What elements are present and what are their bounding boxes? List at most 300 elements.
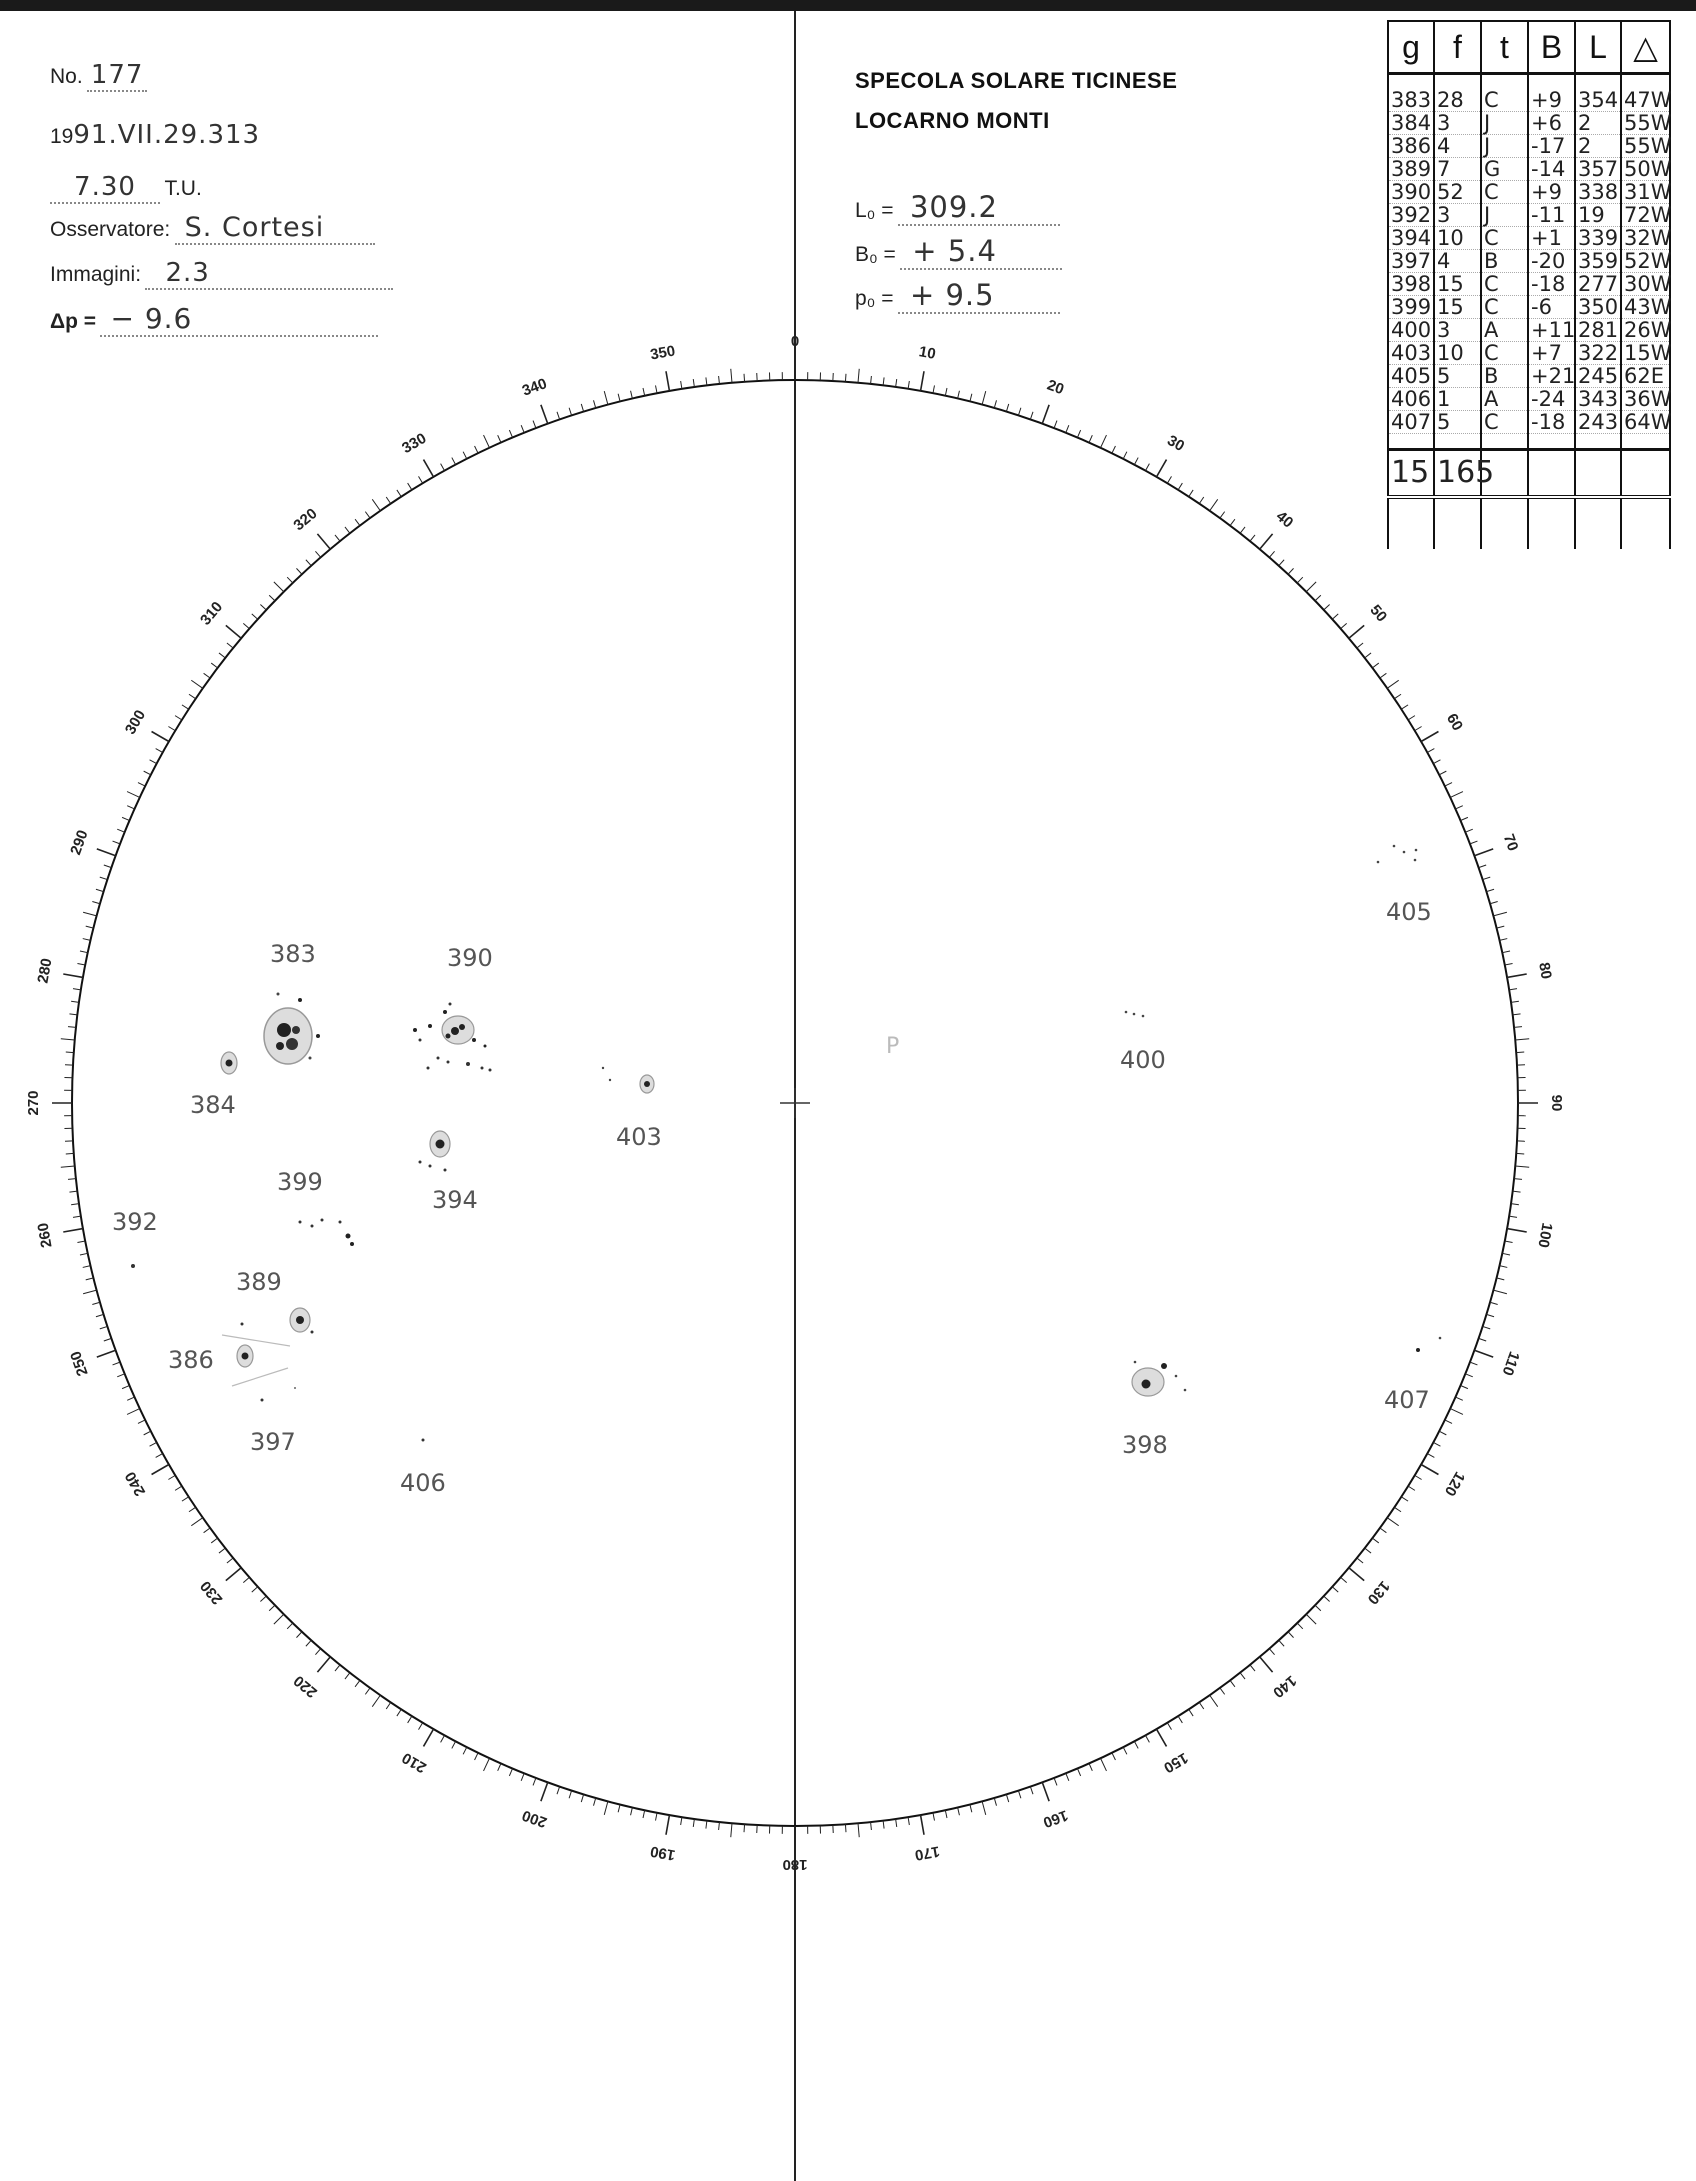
- degree-tick: [1167, 476, 1171, 483]
- degree-tick: [269, 1605, 275, 1611]
- degree-tick: [1380, 673, 1386, 678]
- degree-tick: [365, 1688, 370, 1694]
- table-cell: -6: [1528, 296, 1575, 319]
- table-cell: 26W: [1621, 319, 1670, 342]
- degree-tick: [189, 1507, 196, 1511]
- table-cell: 15: [1434, 273, 1481, 296]
- degree-tick: [113, 1362, 120, 1365]
- degree-tick: [1427, 1454, 1434, 1458]
- degree-tick: [731, 1823, 732, 1837]
- table-cell: 354: [1575, 89, 1621, 112]
- degree-tick: [1479, 1338, 1487, 1341]
- degree-tick: [227, 1558, 233, 1563]
- degree-tick: [1112, 446, 1116, 453]
- degree-tick: [252, 614, 258, 619]
- degree-tick: [1515, 1039, 1529, 1040]
- table-cell: 1: [1434, 388, 1481, 411]
- degree-tick: [1030, 1787, 1033, 1795]
- degree-tick: [631, 391, 633, 399]
- degree-tick: [643, 388, 645, 396]
- degree-tick: [424, 460, 434, 477]
- degree-tick: [631, 1807, 633, 1815]
- b0-value: + 5.4: [900, 234, 1062, 270]
- degree-tick: [269, 595, 275, 601]
- observatory-location: LOCARNO MONTI: [855, 108, 1050, 133]
- degree-tick: [933, 1813, 935, 1821]
- degree-tick: [541, 405, 548, 424]
- degree-tick: [921, 371, 924, 391]
- degree-tick: [1123, 452, 1127, 459]
- table-cell: 4: [1434, 250, 1481, 273]
- degree-tick: [73, 1216, 81, 1217]
- degree-tick: [1101, 1758, 1107, 1771]
- p0-value: + 9.5: [898, 278, 1060, 314]
- degree-tick: [122, 817, 129, 820]
- group-390: [413, 944, 493, 1072]
- table-cell: C: [1481, 181, 1528, 204]
- table-cell: 359: [1575, 250, 1621, 273]
- header-f: f: [1434, 21, 1481, 74]
- degree-tick: [1269, 551, 1274, 557]
- degree-tick: [693, 1819, 694, 1827]
- degree-tick: [83, 1290, 97, 1294]
- degree-tick: [533, 421, 536, 428]
- degree-tick: [1513, 1191, 1521, 1192]
- degree-tick: [498, 435, 501, 442]
- degree-tick: [1006, 404, 1008, 412]
- degree-tick: [1515, 1166, 1529, 1167]
- degree-tick: [1297, 1623, 1303, 1629]
- degree-tick: [1445, 783, 1452, 787]
- degree-tick: [509, 1769, 512, 1776]
- degree-tick: [127, 1409, 140, 1415]
- degree-tick: [1461, 1385, 1468, 1388]
- degree-tick: [693, 379, 694, 387]
- group-394-label: 394: [432, 1186, 478, 1214]
- group-397-label: 397: [250, 1428, 296, 1456]
- degree-tick: [1210, 499, 1218, 510]
- degree-tick: [1279, 1640, 1284, 1646]
- degree-label: 270: [24, 1090, 42, 1116]
- degree-tick: [970, 394, 972, 402]
- table-cell: 3: [1434, 204, 1481, 227]
- group-383: [264, 940, 320, 1064]
- degree-tick: [315, 551, 320, 557]
- table-cell: 2: [1575, 112, 1621, 135]
- degree-tick: [138, 783, 145, 787]
- table-cell: 55W: [1621, 112, 1670, 135]
- table-cell: 405: [1388, 365, 1434, 388]
- observatory-name: SPECOLA SOLARE TICINESE: [855, 68, 1178, 93]
- degree-tick: [945, 1810, 947, 1818]
- degree-tick: [475, 446, 479, 453]
- degree-tick: [1220, 512, 1225, 518]
- degree-tick: [1189, 490, 1193, 497]
- group-405: [1377, 845, 1432, 926]
- group-399: [277, 1168, 354, 1246]
- table-cell: 50W: [1621, 158, 1670, 181]
- degree-tick: [569, 1791, 571, 1799]
- degree-tick: [845, 374, 846, 382]
- degree-tick: [1199, 1702, 1203, 1709]
- degree-tick: [68, 1027, 76, 1028]
- degree-tick: [69, 1014, 77, 1015]
- degree-tick: [182, 705, 189, 709]
- table-cell: 10: [1434, 342, 1481, 365]
- table-cell: 62E: [1621, 365, 1670, 388]
- degree-tick: [97, 1350, 116, 1357]
- degree-tick: [1349, 625, 1364, 638]
- degree-tick: [252, 1587, 258, 1592]
- degree-tick: [1372, 663, 1378, 668]
- degree-tick: [921, 1815, 924, 1835]
- degree-tick: [355, 1680, 360, 1686]
- table-cell: 386: [1388, 135, 1434, 158]
- degree-tick: [441, 1735, 445, 1742]
- degree-tick: [1465, 829, 1472, 832]
- group-389-label: 389: [236, 1268, 282, 1296]
- degree-label: 240: [121, 1468, 150, 1499]
- p0-label: p₀ =: [855, 287, 894, 310]
- degree-tick: [1502, 1253, 1510, 1255]
- header-t: t: [1481, 21, 1528, 74]
- degree-tick: [71, 1204, 79, 1205]
- degree-tick: [1042, 1782, 1049, 1801]
- degree-tick: [204, 1528, 210, 1533]
- degree-tick: [1341, 623, 1347, 628]
- degree-tick: [1401, 705, 1408, 709]
- degree-tick: [1288, 568, 1293, 574]
- table-cell: +21: [1528, 365, 1575, 388]
- degree-label: 310: [197, 598, 227, 629]
- degree-tick: [1474, 1350, 1493, 1357]
- degree-tick: [970, 1805, 972, 1813]
- degree-tick: [1250, 535, 1255, 541]
- degree-tick: [1101, 435, 1107, 448]
- degree-label: 150: [1160, 1748, 1191, 1777]
- degree-tick: [144, 1431, 151, 1435]
- table-cell: 392: [1388, 204, 1434, 227]
- number-label: No.: [50, 65, 83, 88]
- degree-tick: [1146, 1735, 1150, 1742]
- observer-value: S. Cortesi: [175, 212, 375, 245]
- degree-tick: [604, 1801, 608, 1815]
- degree-tick: [1030, 412, 1033, 420]
- degree-tick: [365, 512, 370, 518]
- degree-tick: [117, 829, 124, 832]
- table-cell: 383: [1388, 89, 1434, 112]
- degree-tick: [100, 877, 108, 879]
- degree-label: 60: [1442, 710, 1467, 734]
- degree-tick: [219, 653, 225, 658]
- degree-tick: [484, 1758, 490, 1771]
- table-cell: 64W: [1621, 411, 1670, 434]
- degree-tick: [1357, 1558, 1363, 1563]
- degree-tick: [1372, 1538, 1378, 1543]
- degree-label: 350: [648, 342, 677, 364]
- degree-tick: [871, 1822, 872, 1830]
- degree-tick: [509, 430, 512, 437]
- degree-tick: [419, 476, 423, 483]
- degree-tick: [1511, 1001, 1519, 1002]
- group-397: [250, 1387, 296, 1456]
- table-cell: 30W: [1621, 273, 1670, 296]
- degree-tick: [150, 760, 157, 764]
- degree-tick: [419, 1723, 423, 1730]
- group-392-label: 392: [112, 1208, 158, 1236]
- table-cell: 47W: [1621, 89, 1670, 112]
- degree-tick: [1490, 1302, 1498, 1304]
- degree-tick: [994, 1798, 996, 1806]
- degree-tick: [175, 1486, 182, 1490]
- degree-tick: [1324, 604, 1330, 609]
- degree-tick: [397, 490, 401, 497]
- table-cell: 3: [1434, 319, 1481, 342]
- degree-tick: [982, 391, 986, 405]
- degree-label: 130: [1363, 1577, 1393, 1608]
- degree-tick: [1509, 1216, 1517, 1217]
- table-cell: 245: [1575, 365, 1621, 388]
- degree-tick: [1387, 1518, 1398, 1526]
- degree-tick: [397, 1709, 401, 1716]
- degree-tick: [1490, 902, 1498, 904]
- table-cell: 350: [1575, 296, 1621, 319]
- degree-tick: [883, 1821, 884, 1829]
- degree-tick: [1279, 560, 1284, 566]
- degree-label: 320: [290, 505, 321, 535]
- degree-tick: [1509, 989, 1517, 990]
- degree-tick: [1507, 974, 1527, 977]
- table-cell: +9: [1528, 181, 1575, 204]
- degree-tick: [452, 458, 456, 465]
- table-cell: 403: [1388, 342, 1434, 365]
- degree-tick: [226, 625, 241, 638]
- table-cell: 2: [1575, 135, 1621, 158]
- degree-tick: [71, 1001, 79, 1002]
- degree-tick: [61, 1039, 75, 1040]
- group-405-label: 405: [1386, 898, 1432, 926]
- table-cell: 343: [1575, 388, 1621, 411]
- degree-tick: [484, 435, 490, 448]
- degree-tick: [191, 680, 202, 688]
- table-cell: J: [1481, 135, 1528, 158]
- group-400: [1120, 1011, 1166, 1074]
- degree-tick: [681, 1817, 682, 1825]
- total-groups: 15: [1388, 450, 1434, 498]
- degree-tick: [1324, 1596, 1330, 1601]
- degree-tick: [594, 1798, 596, 1806]
- table-cell: 43W: [1621, 296, 1670, 319]
- degree-label: 50: [1366, 601, 1391, 626]
- degree-tick: [83, 939, 91, 941]
- table-cell: 72W: [1621, 204, 1670, 227]
- degree-tick: [1365, 1548, 1371, 1553]
- degree-tick: [845, 1824, 846, 1832]
- degree-tick: [1210, 1695, 1218, 1706]
- degree-tick: [1006, 1794, 1008, 1802]
- degree-tick: [1505, 964, 1513, 966]
- degree-tick: [1134, 458, 1138, 465]
- table-cell: -18: [1528, 273, 1575, 296]
- degree-label: 340: [519, 375, 550, 400]
- degree-tick: [315, 1649, 320, 1655]
- degree-tick: [345, 1673, 350, 1679]
- degree-tick: [1408, 716, 1415, 720]
- table-cell: 339: [1575, 227, 1621, 250]
- degree-label: 160: [1040, 1806, 1071, 1831]
- group-403: [602, 1067, 662, 1151]
- degree-tick: [1493, 912, 1507, 916]
- degree-tick: [1112, 1753, 1116, 1760]
- degree-tick: [73, 989, 81, 990]
- delta-p-value: − 9.6: [100, 302, 378, 337]
- table-cell: 322: [1575, 342, 1621, 365]
- degree-tick: [386, 1702, 390, 1709]
- degree-tick: [1240, 527, 1245, 533]
- degree-tick: [150, 1442, 157, 1446]
- degree-tick: [117, 1374, 124, 1377]
- degree-tick: [604, 391, 608, 405]
- table-cell: J: [1481, 112, 1528, 135]
- degree-tick: [77, 964, 85, 966]
- degree-tick: [719, 1822, 720, 1830]
- time-value: 7.30: [50, 172, 160, 204]
- degree-tick: [569, 408, 571, 416]
- degree-tick: [744, 1824, 745, 1832]
- degree-tick: [296, 1632, 301, 1638]
- header-l: L: [1575, 21, 1621, 74]
- degree-tick: [127, 792, 140, 798]
- degree-tick: [557, 412, 560, 420]
- group-384: [190, 1052, 237, 1119]
- degree-tick: [227, 643, 233, 648]
- table-cell: 19: [1575, 204, 1621, 227]
- degree-tick: [335, 1665, 340, 1671]
- date-value: 91.VII.29.313: [73, 120, 261, 150]
- table-cell: 15: [1434, 296, 1481, 319]
- degree-tick: [1483, 1326, 1491, 1328]
- degree-tick: [1260, 1657, 1273, 1672]
- degree-tick: [1497, 926, 1505, 928]
- degree-tick: [1445, 1420, 1452, 1424]
- table-cell: 3: [1434, 112, 1481, 135]
- degree-tick: [982, 1801, 986, 1815]
- degree-tick: [498, 1763, 501, 1770]
- table-cell: G: [1481, 158, 1528, 181]
- degree-tick: [1507, 1229, 1527, 1232]
- degree-tick: [1306, 1614, 1316, 1624]
- degree-tick: [1349, 1568, 1364, 1581]
- degree-tick: [1421, 732, 1438, 742]
- degree-tick: [63, 974, 83, 977]
- table-cell: 277: [1575, 273, 1621, 296]
- degree-tick: [1042, 405, 1049, 424]
- degree-tick: [521, 1773, 524, 1780]
- degree-tick: [1157, 460, 1167, 477]
- table-cell: 406: [1388, 388, 1434, 411]
- table-cell: C: [1481, 296, 1528, 319]
- table-cell: 7: [1434, 158, 1481, 181]
- degree-tick: [1497, 1278, 1505, 1280]
- degree-tick: [80, 1253, 88, 1255]
- degree-tick: [1516, 1052, 1524, 1053]
- table-cell: 400: [1388, 319, 1434, 342]
- degree-tick: [287, 577, 293, 583]
- degree-tick: [1066, 1773, 1069, 1780]
- degree-tick: [1077, 1769, 1080, 1776]
- degree-tick: [345, 527, 350, 533]
- degree-tick: [1408, 1486, 1415, 1490]
- time-unit: T.U.: [164, 177, 202, 200]
- degree-tick: [168, 727, 175, 731]
- degree-tick: [463, 1747, 467, 1754]
- degree-tick: [656, 385, 658, 393]
- degree-label: 220: [290, 1671, 321, 1701]
- degree-tick: [1167, 1723, 1171, 1730]
- degree-tick: [1486, 889, 1494, 891]
- degree-tick: [92, 902, 100, 904]
- degree-tick: [1189, 1709, 1193, 1716]
- degree-tick: [1357, 643, 1363, 648]
- degree-tick: [1134, 1741, 1138, 1748]
- degree-label: 300: [121, 707, 150, 738]
- degree-tick: [666, 1815, 669, 1835]
- degree-tick: [1450, 1409, 1463, 1415]
- degree-label: 10: [917, 343, 937, 363]
- degree-tick: [408, 1716, 412, 1723]
- table-cell: -18: [1528, 411, 1575, 434]
- degree-tick: [1502, 951, 1510, 953]
- degree-label: 80: [1535, 961, 1555, 981]
- degree-tick: [243, 1577, 249, 1582]
- l0-label: L₀ =: [855, 199, 894, 222]
- degree-tick: [127, 1397, 134, 1400]
- degree-tick: [1178, 483, 1182, 490]
- b0-label: B₀ =: [855, 243, 896, 266]
- degree-tick: [871, 376, 872, 384]
- degree-tick: [260, 604, 266, 609]
- degree-tick: [1315, 595, 1321, 601]
- group-398: [1122, 1361, 1186, 1459]
- degree-tick: [731, 369, 732, 383]
- degree-tick: [83, 912, 97, 916]
- degree-tick: [408, 483, 412, 490]
- degree-label: 330: [399, 429, 430, 458]
- table-cell: 5: [1434, 411, 1481, 434]
- table-cell: A: [1481, 319, 1528, 342]
- degree-tick: [452, 1741, 456, 1748]
- degree-label: 100: [1534, 1221, 1556, 1250]
- table-cell: -11: [1528, 204, 1575, 227]
- p-marker: P: [886, 1034, 900, 1059]
- table-cell: 52W: [1621, 250, 1670, 273]
- table-cell: -14: [1528, 158, 1575, 181]
- degree-tick: [1427, 749, 1434, 753]
- degree-tick: [122, 1385, 129, 1388]
- degree-tick: [92, 1302, 100, 1304]
- table-cell: -20: [1528, 250, 1575, 273]
- table-cell: 52: [1434, 181, 1481, 204]
- degree-tick: [719, 376, 720, 384]
- degree-tick: [681, 381, 682, 389]
- table-cell: 399: [1388, 296, 1434, 319]
- degree-tick: [1250, 1665, 1255, 1671]
- degree-tick: [1455, 806, 1462, 809]
- degree-label: 0: [790, 332, 800, 350]
- table-cell: 36W: [1621, 388, 1670, 411]
- group-390-label: 390: [447, 944, 493, 972]
- degree-tick: [1415, 1475, 1422, 1479]
